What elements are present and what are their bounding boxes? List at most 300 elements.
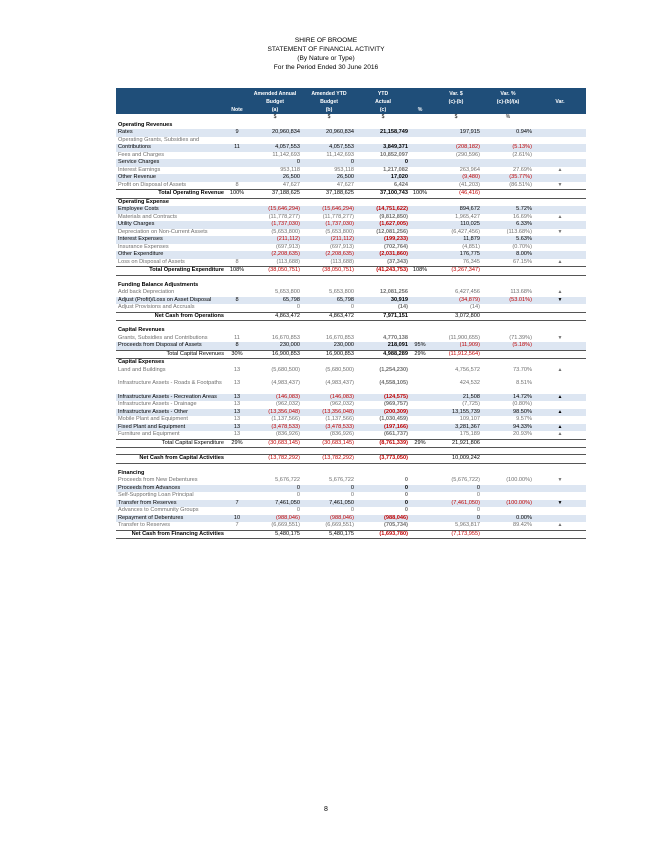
row-label: Self-Supporting Loan Principal: [118, 492, 194, 498]
variance-arrow-icon: ▲: [557, 366, 563, 373]
cell-c: (969,757): [384, 401, 408, 407]
cell-vp: 67.15%: [513, 258, 532, 265]
cell-c: [356, 448, 410, 455]
cell-c: (14): [398, 304, 408, 310]
cell-c: 218,091: [356, 342, 410, 350]
column-header-cell: [482, 106, 534, 114]
cell-pct: [410, 522, 430, 530]
cell-c: 6,424: [394, 181, 408, 188]
cell-note: 100%: [226, 190, 248, 199]
cell-vp: 98.50%: [482, 409, 534, 417]
cell-pct: [410, 259, 430, 267]
cell-pct: [410, 198, 430, 206]
cell-pct: [410, 221, 430, 229]
variance-arrow-icon: ▲: [557, 289, 563, 295]
table-row: [116, 380, 586, 388]
cell-vd: [430, 137, 482, 145]
cell-a: 26,500: [248, 174, 302, 182]
cell-pct: [410, 470, 430, 478]
row-label: Transfer from Reserves: [116, 500, 226, 508]
cell-vp: (113.68%): [506, 228, 532, 235]
table-row: [116, 507, 586, 515]
cell-b: (4,983,437): [325, 380, 354, 386]
row-label: Funding Balance Adjustments: [118, 281, 199, 288]
page-number: 8: [324, 806, 328, 813]
cell-note: [226, 251, 248, 259]
cell-b: (211,112): [302, 236, 356, 244]
cell-b: (30,683,145): [302, 439, 356, 448]
cell-a: (1,137,566): [271, 416, 300, 422]
cell-c: (8,761,339): [356, 439, 410, 448]
cell-c: 4,770,138: [383, 334, 408, 341]
cell-b: 4,057,553: [302, 144, 356, 152]
table-row: [116, 515, 586, 523]
cell-c: (37,343): [387, 258, 408, 265]
cell-vd: 894,672: [430, 206, 482, 214]
cell-a: (2,208,635): [248, 251, 302, 259]
cell-a: (697,913): [276, 243, 300, 250]
table-row: [116, 214, 586, 222]
column-header-cell: %: [410, 106, 430, 114]
cell-a: (146,083): [248, 394, 302, 402]
row-label: Profit on Disposal of Assets: [118, 181, 187, 188]
cell-b: [302, 448, 356, 455]
column-header-cell: YTD: [356, 88, 410, 98]
cell-note: [226, 167, 248, 175]
variance-arrow-icon: [534, 515, 586, 523]
cell-c: (197,166): [356, 424, 410, 432]
cell-vp: [482, 159, 534, 167]
cell-pct: [410, 214, 430, 222]
table-row: [116, 297, 586, 305]
column-header-cell: [116, 98, 226, 106]
cell-pct: [410, 251, 430, 259]
table-row: [116, 282, 586, 290]
cell-b: 20,960,834: [302, 129, 356, 137]
cell-a: (5,680,500): [271, 366, 300, 373]
total-row: [116, 312, 586, 321]
variance-arrow-icon: [534, 342, 586, 350]
table-row: [116, 335, 586, 343]
variance-arrow-icon: [534, 380, 586, 388]
column-header-row: [116, 88, 586, 98]
cell-note: 13: [233, 380, 241, 386]
cell-note: 7: [235, 522, 239, 528]
cell-c: 3,849,371: [356, 144, 410, 152]
variance-arrow-icon: [534, 174, 586, 182]
cell-pct: [410, 416, 430, 424]
cell-vd: (11,912,564): [430, 350, 482, 359]
column-header-cell: (b): [302, 106, 356, 114]
variance-arrow-icon: ▲: [557, 213, 563, 220]
variance-arrow-icon: [534, 144, 586, 152]
table-row: [116, 485, 586, 493]
cell-vd: (208,182): [430, 144, 482, 152]
cell-pct: [410, 152, 430, 160]
table-row: [116, 359, 586, 367]
cell-pct: [410, 174, 430, 182]
cell-c: 0: [404, 477, 408, 483]
cell-vd: 175,189: [459, 431, 480, 437]
cell-pct: 29%: [410, 350, 430, 359]
row-label: Service Charges: [116, 159, 226, 167]
table-row: [116, 424, 586, 432]
table-row: [116, 416, 586, 424]
cell-a: 0: [296, 304, 300, 310]
row-label: Total Operating Revenue: [116, 190, 226, 199]
cell-b: (3,478,533): [302, 424, 356, 432]
cell-vp: [482, 455, 534, 464]
cell-pct: 100%: [410, 190, 430, 199]
cell-pct: [410, 409, 430, 417]
cell-a: 37,188,625: [248, 190, 302, 199]
cell-b: 26,500: [302, 174, 356, 182]
row-label: Infrastructure Assets - Recreation Areas: [116, 394, 226, 402]
table-row: [116, 198, 586, 206]
cell-a: [248, 198, 302, 206]
cell-c: [356, 137, 410, 145]
cell-a: 7,461,050: [248, 500, 302, 508]
cell-c: (705,734): [384, 522, 408, 528]
row-label: Add back Depreciation: [118, 289, 175, 295]
column-header-cell: (a): [248, 106, 302, 114]
cell-note: 8: [235, 258, 239, 265]
variance-arrow-icon: ▲: [557, 166, 563, 173]
cell-pct: [410, 144, 430, 152]
cell-b: 7,461,050: [302, 500, 356, 508]
cell-vp: 6.33%: [482, 221, 534, 229]
variance-arrow-icon: [534, 198, 586, 206]
column-header-row: [116, 98, 586, 106]
cell-b: (836,926): [330, 431, 354, 437]
cell-pct: [410, 206, 430, 214]
table-row: [116, 431, 586, 439]
variance-arrow-icon: [534, 152, 586, 160]
total-row: [116, 267, 586, 276]
cell-vp: 9.57%: [516, 416, 532, 422]
cell-vd: (11,909): [430, 342, 482, 350]
row-label: Total Capital Expenditure: [116, 439, 226, 448]
cell-a: (5,653,800): [271, 228, 300, 235]
column-header-cell: (c): [356, 106, 410, 114]
table-row: [116, 152, 586, 160]
cell-pct: [410, 492, 430, 500]
cell-pct: [410, 244, 430, 252]
column-header-cell: (c)-(b): [430, 98, 482, 106]
cell-c: (1,693,780): [356, 530, 410, 539]
row-label: Total Capital Revenues: [116, 350, 226, 359]
cell-c: (4,558,105): [379, 380, 408, 386]
cell-pct: [410, 335, 430, 343]
variance-arrow-icon: ▼: [557, 228, 563, 235]
cell-b: (13,782,292): [302, 455, 356, 464]
cell-a: 16,670,853: [272, 334, 300, 341]
cell-pct: [410, 477, 430, 485]
cell-b: 953,118: [334, 166, 354, 173]
cell-pct: [410, 327, 430, 335]
cell-vd: [430, 327, 482, 335]
cell-vd: (46,416): [430, 190, 482, 199]
cell-a: (113,688): [276, 258, 300, 265]
variance-arrow-icon: [534, 221, 586, 229]
cell-note: 8: [226, 297, 248, 305]
cell-vd: [430, 359, 482, 367]
table-row: [116, 327, 586, 335]
column-header-cell: [226, 114, 248, 122]
cell-vd: 6,427,456: [455, 289, 480, 295]
row-label: Depreciation on Non-Current Assets: [118, 228, 208, 235]
table-row: [116, 409, 586, 417]
cell-vd: [430, 198, 482, 206]
cell-note: [226, 137, 248, 145]
spacer-row: [116, 448, 586, 455]
cell-vp: 0.00%: [482, 515, 534, 523]
cell-a: [248, 470, 302, 478]
cell-vd: 3,072,800: [430, 312, 482, 321]
cell-pct: [410, 394, 430, 402]
cell-pct: [410, 229, 430, 237]
cell-vp: 89.42%: [513, 522, 532, 528]
cell-b: 0: [302, 485, 356, 493]
cell-pct: [410, 507, 430, 515]
cell-a: 65,798: [248, 297, 302, 305]
cell-b: (15,646,294): [302, 206, 356, 214]
cell-c: (124,575): [356, 394, 410, 402]
cell-note: 7: [226, 500, 248, 508]
cell-vp: [482, 282, 534, 290]
cell-a: (6,669,551): [271, 522, 300, 528]
council-name: SHIRE OF BROOME: [294, 37, 358, 44]
cell-vd: [430, 159, 482, 167]
cell-c: (9,812,850): [379, 213, 408, 220]
variance-arrow-icon: [534, 485, 586, 493]
cell-vd: (5,676,722): [451, 477, 480, 483]
cell-b: (5,680,500): [325, 366, 354, 373]
row-label: Capital Expenses: [118, 359, 165, 365]
cell-a: 230,000: [248, 342, 302, 350]
cell-vd: 1,965,427: [455, 213, 480, 220]
cell-a: [248, 359, 302, 367]
cell-vp: (71.39%): [509, 334, 532, 341]
cell-vp: (86.51%): [509, 181, 532, 188]
column-header-cell: $: [454, 114, 458, 120]
cell-vd: 197,915: [430, 129, 482, 137]
cell-vp: 8.51%: [516, 380, 532, 386]
cell-a: 11,142,693: [272, 151, 300, 158]
variance-arrow-icon: ▲: [534, 394, 586, 402]
cell-note: [226, 244, 248, 252]
row-label: Employee Costs: [116, 206, 226, 214]
cell-c: (661,737): [384, 431, 408, 437]
cell-note: 29%: [226, 439, 248, 448]
cell-b: (1,737,030): [302, 221, 356, 229]
cell-a: (988,046): [248, 515, 302, 523]
cell-vd: 109,107: [459, 416, 480, 422]
cell-vd: 4,756,572: [455, 366, 480, 373]
cell-vd: 10,009,242: [430, 455, 482, 464]
column-header-row: [116, 114, 586, 122]
cell-c: 0: [356, 500, 410, 508]
cell-note: 13: [233, 401, 241, 407]
cell-pct: 29%: [410, 439, 430, 448]
cell-a: (3,478,533): [248, 424, 302, 432]
total-row: [116, 439, 586, 448]
cell-note: 8: [226, 342, 248, 350]
row-label: Operating Grants, Subsidies and: [118, 136, 200, 143]
cell-vp: 73.70%: [513, 366, 532, 373]
variance-arrow-icon: [534, 439, 586, 448]
cell-note: [226, 152, 248, 160]
cell-c: 21,158,749: [356, 129, 410, 137]
cell-a: (836,926): [276, 431, 300, 437]
variance-arrow-icon: [534, 244, 586, 252]
cell-pct: [410, 182, 430, 190]
variance-arrow-icon: ▼: [557, 477, 563, 483]
variance-arrow-icon: ▼: [534, 297, 586, 305]
variance-arrow-icon: ▼: [557, 181, 563, 188]
row-label: Repayment of Debentures: [116, 515, 226, 523]
cell-pct: [410, 380, 430, 388]
cell-a: 5,480,175: [248, 530, 302, 539]
cell-note: [226, 492, 248, 500]
cell-b: 11,142,693: [326, 151, 354, 158]
cell-vd: [430, 122, 482, 130]
cell-a: (211,112): [248, 236, 302, 244]
cell-c: (41,243,753): [356, 267, 410, 276]
cell-vp: [482, 448, 534, 455]
cell-vp: (35.77%): [482, 174, 534, 182]
table-row: [116, 367, 586, 375]
row-label: Adjust (Profit)/Loss on Asset Disposal: [116, 297, 226, 305]
cell-vp: [482, 312, 534, 321]
column-header-cell: $: [273, 114, 277, 120]
cell-vp: [482, 530, 534, 539]
cell-note: [226, 282, 248, 290]
cell-vp: (53.01%): [482, 297, 534, 305]
cell-a: [248, 282, 302, 290]
cell-b: 0: [350, 492, 354, 498]
variance-arrow-icon: [534, 359, 586, 367]
cell-a: 47,627: [282, 181, 300, 188]
cell-pct: [410, 431, 430, 439]
table-row: [116, 470, 586, 478]
cell-pct: [410, 129, 430, 137]
cell-c: [356, 327, 410, 335]
column-header-cell: Actual: [356, 98, 410, 106]
cell-a: 0: [248, 485, 302, 493]
cell-vp: [482, 507, 534, 515]
cell-note: [226, 304, 248, 312]
cell-c: 12,081,256: [380, 289, 408, 295]
cell-vp: (5.18%): [482, 342, 534, 350]
cell-vp: [482, 492, 534, 500]
cell-b: [302, 470, 356, 478]
row-label: Proceeds from Disposal of Assets: [116, 342, 226, 350]
cell-pct: [410, 236, 430, 244]
cell-c: [356, 198, 410, 206]
column-header-cell: Var. $: [430, 88, 482, 98]
variance-arrow-icon: [534, 312, 586, 321]
variance-arrow-icon: [534, 267, 586, 276]
total-row: [116, 455, 586, 464]
variance-arrow-icon: [534, 530, 586, 539]
cell-pct: [410, 167, 430, 175]
cell-note: [226, 448, 248, 455]
cell-b: 0: [350, 507, 354, 513]
cell-vp: (100.00%): [482, 500, 534, 508]
cell-note: 108%: [226, 267, 248, 276]
cell-vp: (100.00%): [506, 477, 532, 483]
column-header-cell: %: [505, 114, 511, 120]
variance-arrow-icon: ▲: [534, 409, 586, 417]
cell-a: (38,050,751): [248, 267, 302, 276]
variance-arrow-icon: ▲: [557, 522, 563, 528]
cell-note: [226, 229, 248, 237]
cell-b: (2,208,635): [302, 251, 356, 259]
cell-c: 0: [356, 485, 410, 493]
column-header-cell: [430, 106, 482, 114]
cell-a: (1,737,030): [248, 221, 302, 229]
cell-b: 230,000: [302, 342, 356, 350]
cell-vp: [482, 198, 534, 206]
cell-vd: 263,964: [459, 166, 480, 173]
cell-note: 11: [226, 144, 248, 152]
table-row: [116, 342, 586, 350]
cell-a: 20,960,834: [248, 129, 302, 137]
cell-vd: 110,025: [430, 221, 482, 229]
cell-pct: [410, 137, 430, 145]
cell-a: (13,356,048): [248, 409, 302, 417]
table-row: [116, 221, 586, 229]
cell-b: (5,653,800): [325, 228, 354, 235]
column-header-cell: Amended YTD: [302, 88, 356, 98]
cell-b: 4,863,472: [302, 312, 356, 321]
cell-a: (30,683,145): [248, 439, 302, 448]
row-label: Net Cash from Financing Activities: [116, 530, 226, 539]
row-label: Loss on Disposal of Assets: [118, 258, 185, 265]
cell-a: 0: [248, 159, 302, 167]
cell-vd: 0: [476, 492, 480, 498]
cell-vd: (14): [470, 304, 480, 310]
column-header-cell: $: [327, 114, 331, 120]
row-label: Operating Expense: [118, 198, 169, 205]
cell-pct: [410, 122, 430, 130]
table-row: [116, 477, 586, 485]
cell-vp: 5.63%: [482, 236, 534, 244]
cell-pct: [410, 367, 430, 375]
variance-arrow-icon: [534, 455, 586, 464]
column-header-cell: Var. %: [482, 88, 534, 98]
cell-b: [302, 327, 356, 335]
cell-a: (11,778,277): [268, 213, 300, 220]
row-label: Utility Charges: [116, 221, 226, 229]
variance-arrow-icon: [534, 401, 586, 409]
cell-c: 4,988,289: [356, 350, 410, 359]
total-row: [116, 350, 586, 359]
cell-pct: [410, 485, 430, 493]
cell-vd: (34,879): [430, 297, 482, 305]
cell-c: 7,971,151: [356, 312, 410, 321]
cell-pct: [410, 424, 430, 432]
table-row: [116, 182, 586, 190]
variance-arrow-icon: [534, 470, 586, 478]
cell-pct: [410, 159, 430, 167]
table-row: [116, 522, 586, 530]
cell-b: (13,356,048): [302, 409, 356, 417]
cell-c: (200,309): [356, 409, 410, 417]
row-label: Proceeds from Advances: [116, 485, 226, 493]
table-row: [116, 500, 586, 508]
